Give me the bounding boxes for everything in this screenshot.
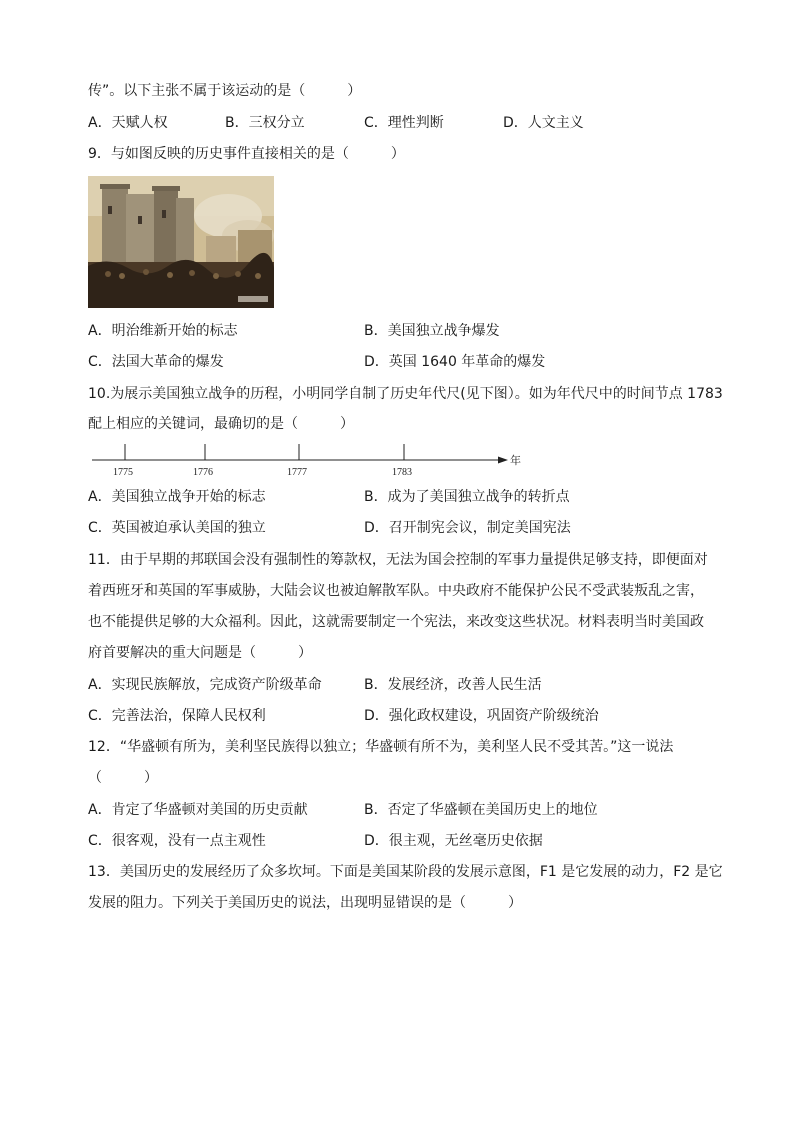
bastille-illustration	[88, 176, 274, 308]
q10-option-a[interactable]: A．美国独立战争开始的标志	[88, 489, 266, 505]
q11-option-b[interactable]: B．发展经济，改善人民生活	[364, 677, 542, 693]
storming-of-bastille-image	[88, 176, 274, 308]
q10-option-c[interactable]: C．英国被迫承认美国的独立	[88, 520, 266, 536]
q11-stem-line1: 11．由于早期的邦联国会没有强制性的筹款权，无法为国会控制的军事力量提供足够支持，即便面对	[88, 552, 708, 568]
q11-stem-line2: 着西班牙和英国的军事威胁，大陆会议也被迫解散军队。中央政府不能保护公民不受武装叛乱之害，	[88, 583, 704, 599]
q9-stem: 9．与如图反映的历史事件直接相关的是（ ）	[88, 146, 405, 162]
q9-option-c[interactable]: C．法国大革命的爆发	[88, 354, 224, 370]
q12-option-a[interactable]: A．肯定了华盛顿对美国的历史贡献	[88, 802, 308, 818]
tick-label-1775: 1775	[113, 467, 133, 478]
q8-option-b[interactable]: B．三权分立	[225, 115, 305, 131]
timeline-arrow-icon	[498, 457, 508, 464]
tick-label-1777: 1777	[287, 467, 307, 478]
q8-option-c[interactable]: C．理性判断	[364, 115, 444, 131]
q9-option-d[interactable]: D．英国 1640 年革命的爆发	[364, 354, 546, 370]
q11-option-c[interactable]: C．完善法治，保障人民权利	[88, 708, 266, 724]
q9-option-b[interactable]: B．美国独立战争爆发	[364, 323, 500, 339]
q11-stem-line3: 也不能提供足够的大众福利。因此，这就需要制定一个宪法，来改变这些状况。材料表明当时美国政	[88, 614, 704, 630]
q11-stem-line4: 府首要解决的重大问题是（ ）	[88, 645, 312, 661]
q12-option-d[interactable]: D．很主观，无丝毫历史依据	[364, 833, 543, 849]
q12-stem-line2: （ ）	[88, 770, 158, 786]
q8-option-a[interactable]: A．天赋人权	[88, 115, 168, 131]
q10-option-d[interactable]: D．召开制宪会议，制定美国宪法	[364, 520, 571, 536]
tick-label-1783: 1783	[392, 467, 412, 478]
q10-stem-line2: 配上相应的关键词，最确切的是（ ）	[88, 416, 354, 432]
timeline-svg	[88, 442, 528, 482]
tick-label-1776: 1776	[193, 467, 213, 478]
q11-option-d[interactable]: D．强化政权建设，巩固资产阶级统治	[364, 708, 599, 724]
q13-stem-line1: 13．美国历史的发展经历了众多坎坷。下面是美国某阶段的发展示意图，F1 是它发展的动力，F2 是它	[88, 864, 723, 880]
axis-unit-label: 年	[510, 454, 521, 467]
q12-option-b[interactable]: B．否定了华盛顿在美国历史上的地位	[364, 802, 598, 818]
q8-stem-tail: 传”。以下主张不属于该运动的是（ ）	[88, 83, 362, 99]
q13-stem-line2: 发展的阻力。下列关于美国历史的说法，出现明显错误的是（ ）	[88, 895, 522, 911]
q10-option-b[interactable]: B．成为了美国独立战争的转折点	[364, 489, 570, 505]
q12-stem-line1: 12．“华盛顿有所为，美利坚民族得以独立；华盛顿有所不为，美利坚人民不受其苦。”这一说法	[88, 739, 674, 755]
q10-stem-line1: 10.为展示美国独立战争的历程，小明同学自制了历史年代尺(见下图）。如为年代尺中的时间节点 1783	[88, 386, 723, 402]
year-timeline	[88, 442, 528, 482]
q9-option-a[interactable]: A．明治维新开始的标志	[88, 323, 238, 339]
q12-option-c[interactable]: C．很客观，没有一点主观性	[88, 833, 266, 849]
q11-option-a[interactable]: A．实现民族解放，完成资产阶级革命	[88, 677, 322, 693]
q8-option-d[interactable]: D．人文主义	[503, 115, 584, 131]
